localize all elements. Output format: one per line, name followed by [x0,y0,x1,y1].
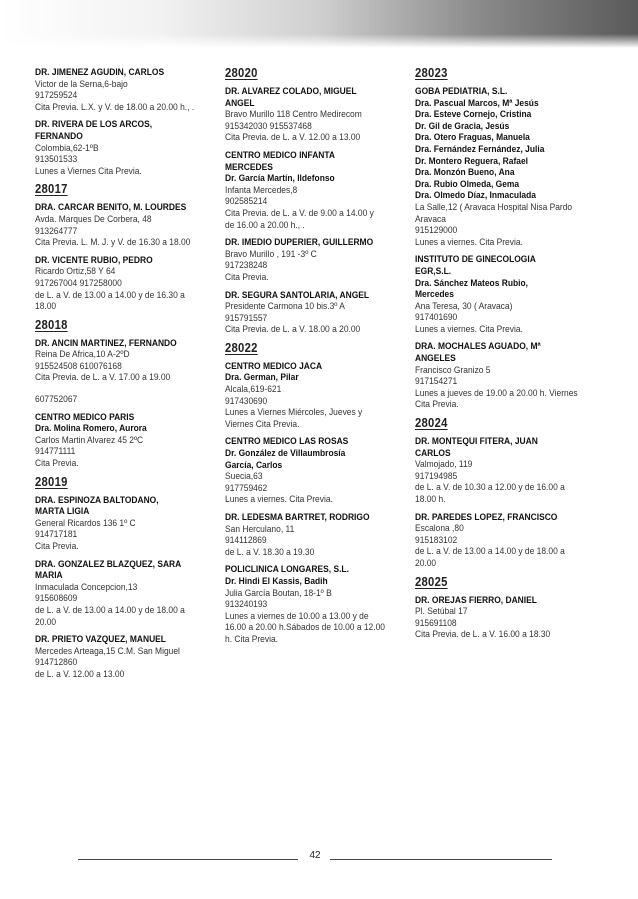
listing-name: DRA. ESPINOZA BALTODANO, [35,493,159,505]
listing-hours: h. Cita Previa. [225,632,279,644]
postal-code-heading: 28023 [415,66,448,80]
listing-name: DR. VICENTE RUBIO, PEDRO [35,253,153,265]
listing-phone: 913501533 [35,153,78,165]
listing-phone: 917259524 [35,89,78,101]
listing-phone: 913264777 [35,224,78,236]
listing-address: Reina De Africa,10 A-2ºD [35,348,130,360]
listing-entry [415,340,586,410]
listing-hours: de L. a V. de 13.00 a 14.00 y de 18.00 a [415,545,565,557]
listing-phone: 917194985 [415,469,458,481]
listing-phone: 915129000 [415,224,458,236]
listing-entry [35,66,211,112]
listing-name: DR. PRIETO VAZQUEZ, MANUEL [35,633,166,645]
blank-line [35,383,211,393]
listing-name: CENTRO MEDICO PARIS [35,410,135,422]
listing-phone: 915691108 [415,616,457,628]
listing-address: Escalona ,80 [415,522,464,534]
postal-code-heading: 28020 [225,66,258,80]
listing-name: INSTITUTO DE GINECOLOGIA [415,253,536,265]
listing-name: DR. LEDESMA BARTRET, RODRIGO [225,511,370,522]
listing-address: Bravo Murillo 118 Centro Medirecom [225,108,362,120]
listing-phone: 917238248 [225,259,268,271]
listing-entry [35,494,211,552]
listing-doctor: Dra. Monzón Bueno, Ana [415,166,515,178]
listing-entry [225,435,396,505]
listing-entry [35,337,211,405]
listing-address: Carlos Martin Alvarez 45 2ºC [35,433,144,445]
listing-name: CENTRO MEDICO JACA [225,359,323,371]
listing-entry [415,594,586,640]
listing-name: GOBA PEDIATRIA, S.L. [415,85,508,96]
footer-rule-left [78,859,298,860]
listing-name: POLICLINICA LONGARES, S.L. [225,563,349,575]
page-footer [0,849,638,865]
listing-name: EGR,S.L. [415,264,452,276]
listing-address: Inmaculada Concepcion,13 [35,580,138,592]
listing-name: DR. ANCIN MARTINEZ, FERNANDO [35,336,177,348]
listing-doctor: Dra. German, Pilar [225,371,299,383]
listing-hours: Lunes a jueves de 19.00 a 20.00 h. Viernes [415,386,578,398]
listing-name: CENTRO MEDICO LAS ROSAS [225,435,349,447]
listing-phone: 914712860 [35,656,78,668]
listing-hours: de L. a V. 12.00 a 13.00 [35,667,125,679]
listing-name: FERNANDO [35,129,83,141]
postal-code-heading: 28024 [415,416,448,431]
listing-name: MERCEDES [225,160,273,172]
listing-entry [225,563,396,644]
listing-address: Bravo Murillo , 191 -3º C [225,247,317,259]
listing-hours: Lunes a Viernes Cita Previa. [35,164,142,176]
listing-entry [225,149,396,230]
listing-name: DR. OREJAS FIERRO, DANIEL [415,593,537,605]
listing-address: Aravaca [415,212,446,224]
listing-address: Victor de la Serna,6-bajo [35,77,128,89]
listing-entry [35,118,211,176]
listing-hours: de L. a V. 18.30 a 19.30 [225,545,315,557]
listing-hours: de L. a V. de 13.00 a 14.00 y de 16.30 a [35,288,185,300]
listing-hours: Cita Previa. de L. a V. 18.00 a 20.00 [225,323,361,335]
postal-code-heading: 28017 [35,182,68,197]
listing-name: DR. IMEDIO DUPERIER, GUILLERMO [225,236,374,248]
listing-address: San Herculano, 11 [225,522,295,534]
listing-address: Mercedes Arteaga,15 C.M. San Miguel [35,644,180,656]
listing-address: Ana Teresa, 30 ( Aravaca) [415,299,513,311]
listing-name: DRA. GONZALEZ BLAZQUEZ, SARA [35,557,182,569]
listing-hours: Lunes a viernes. Cita Previa. [415,322,523,334]
postal-code-heading: 28022 [225,340,258,355]
page-number: 42 [309,850,321,861]
listing-entry [35,201,211,247]
listing-phone: 607752067 [35,393,78,405]
listing-doctor: Dra. Rubio Olmeda, Gema [415,177,520,189]
listing-name: MARTA LIGIA [35,505,90,517]
listing-address: Presidente Carmona 10 bis.3º A [225,300,345,312]
footer-rule-right [330,859,552,860]
listing-phone: 917430690 [225,394,268,406]
listing-address: Pl. Setúbal 17 [415,605,468,617]
listing-doctor: Dr. Gil de Gracia, Jesús [415,119,510,131]
listing-hours: Cita Previa. de L. a V. 17.00 a 19.00 [35,371,171,383]
listing-doctor: Dra. Molina Romero, Aurora [35,422,147,434]
listing-hours: Cita Previa. [415,398,459,410]
listing-hours: Viernes Cita Previa. [225,417,300,429]
listing-name: DR. RIVERA DE LOS ARCOS, [35,118,153,130]
column-3 [415,66,586,646]
listing-hours: 18.00 h. [415,493,446,504]
listing-hours: Cita Previa. de L. a V. 16.00 a 18.30 [415,628,551,640]
listing-entry [225,511,396,557]
listing-hours: 20.00 [415,556,437,568]
listing-phone: 917759462 [225,481,268,493]
listing-address: Avda. Marques De Corbera, 48 [35,212,152,224]
listing-hours: Cita Previa. de L. a V. de 9.00 a 14.00 y [225,206,374,218]
listing-entry [225,85,396,143]
listing-entry [35,411,211,469]
listing-doctor: Dra. Esteve Cornejo, Cristina [415,108,532,120]
listing-name: CENTRO MEDICO INFANTA [225,148,335,160]
listing-hours: 20.00 [35,615,57,627]
listing-entry [415,511,586,569]
listing-phone: 917401690 [415,311,458,323]
listing-name: ANGELES [415,352,456,364]
listing-phone: 915342030 915537468 [225,119,312,131]
listing-doctor: Dra. Fernández Fernández, Julia [415,142,545,154]
listing-entry [225,236,396,282]
postal-code-heading: 28018 [35,317,68,332]
listing-entry [415,435,586,505]
listing-phone: 914717181 [35,528,78,540]
listing-address: Colombia,62-1ºB [35,141,99,153]
listing-name: ANGEL [225,96,255,108]
listing-doctor: Dra. Olmedo Díaz, Inmaculada [415,189,536,201]
listing-name: CARLOS [415,446,451,458]
listing-doctor: Dra. Sánchez Mateos Rubio, [415,276,528,288]
listing-hours: Cita Previa. L.X. y V. de 18.00 a 20.00 h., . [35,100,195,112]
listing-address: Infanta Mercedes,8 [225,183,298,195]
postal-code-heading: 28025 [415,574,448,589]
listing-hours: Lunes a viernes. Cita Previa. [415,235,523,247]
listing-phone: 915608609 [35,592,78,604]
column-1 [35,66,211,686]
listing-phone: 902585214 [225,195,268,207]
listing-hours: Lunes a viernes de 10.00 a 13.00 y de [225,609,369,621]
listing-entry [415,85,586,247]
listing-phone: 917267004 917258000 [35,276,122,288]
listing-name: DR. SEGURA SANTOLARIA, ANGEL [225,288,370,300]
listing-address: Ricardo Ortiz,58 Y 64 [35,265,116,277]
listing-name: DRA. MOCHALES AGUADO, Mª [415,340,541,352]
listing-name: DR. JIMENEZ AGUDIN, CARLOS [35,66,165,77]
listing-hours: 16.00 a 20.00 h.Sábados de 10.00 a 12.00 [225,621,385,633]
listing-address: Francisco Granizo 5 [415,363,491,375]
postal-code-heading: 28019 [35,474,68,489]
listing-phone: 917154271 [415,375,458,387]
listing-hours: de L. a V. de 10.30 a 12.00 y de 16.00 a [415,481,565,493]
listing-address: General Ricardos 136 1º C [35,516,136,528]
listing-hours: Cita Previa. [225,270,269,282]
listing-hours: Cita Previa. L. M. J. y V. de 16.30 a 18.00 [35,236,191,248]
listing-entry [35,558,211,628]
listing-entry [415,253,586,334]
listing-phone: 915791557 [225,311,268,323]
listing-doctor: Dr. Montero Reguera, Rafael [415,154,529,166]
listing-doctor: García, Carlos [225,458,283,470]
listing-name: MARIA [35,569,63,581]
listing-address: La Salle,12 ( Aravaca Hospital Nisa Pardo [415,200,573,212]
listing-doctor: Dr. García Martín, Ildefonso [225,172,335,184]
listing-doctor: Mercedes [415,288,454,300]
listing-entry [35,254,211,312]
listing-name: DR. PAREDES LOPEZ, FRANCISCO [415,510,558,522]
column-2 [225,66,396,651]
listing-entry [35,633,211,679]
header-gradient-band [0,0,638,48]
listing-hours: Cita Previa. de L. a V. 12.00 a 13.00 [225,131,361,143]
listing-name: DR. MONTEQUI FITERA, JUAN [415,435,538,447]
listing-hours: de 16.00 a 20.00 h., . [225,218,305,230]
listing-address: Suecia,63 [225,470,263,482]
listing-phone: 914771111 [35,445,76,457]
listing-doctor: Dr. González de Villaumbrosía [225,447,346,459]
listing-doctor: Dra. Otero Fraguas, Manuela [415,131,530,143]
listing-hours: de L. a V. de 13.00 a 14.00 y de 18.00 a [35,603,185,615]
listing-address: Julia García Boutan, 18-1º B [225,586,332,598]
listing-hours: Lunes a Viernes Miércoles, Jueves y [225,406,363,418]
listing-phone: 915183102 [415,533,458,545]
listing-phone: 914112869 [225,534,267,546]
listing-doctor: Dr. Hindi El Kassis, Badih [225,574,328,586]
listing-address: Alcala,619-621 [225,383,282,395]
listing-phone: 915524508 610076168 [35,359,122,371]
listing-name: DR. ALVAREZ COLADO, MIGUEL [225,85,357,96]
listing-hours: 18.00 [35,300,57,312]
listing-entry [225,289,396,335]
listing-address: Valmojado, 119 [415,458,473,470]
listing-entry [225,360,396,430]
listing-hours: Cita Previa. [35,457,79,469]
listing-name: DRA. CARCAR BENITO, M. LOURDES [35,201,187,213]
listing-hours: Lunes a viernes. Cita Previa. [225,493,333,505]
listing-hours: Cita Previa. [35,540,79,551]
listing-doctor: Dra. Pascual Marcos, Mª Jesús [415,96,539,108]
listing-phone: 913240193 [225,598,268,610]
